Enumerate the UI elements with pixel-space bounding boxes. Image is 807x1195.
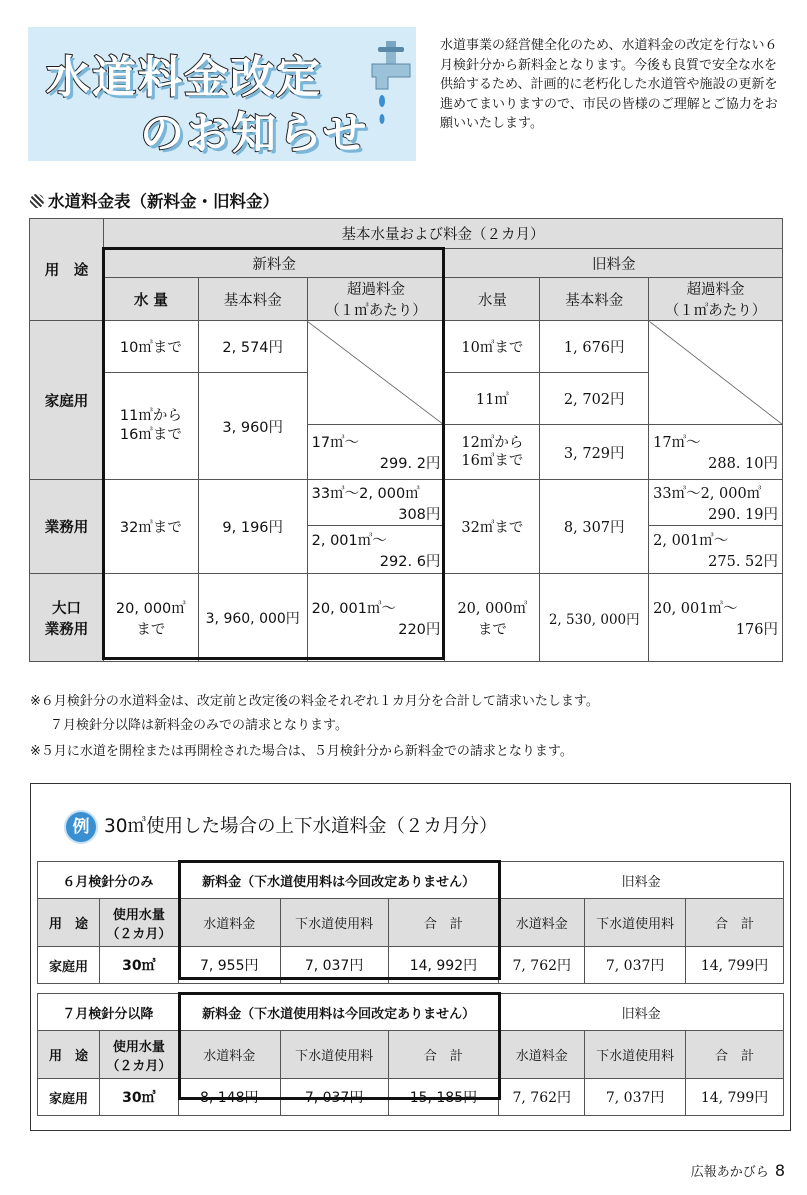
- june-label: ６月検針分のみ: [38, 862, 179, 899]
- header-base: 基本料金: [198, 278, 307, 321]
- bullet-icon: [30, 194, 44, 208]
- header-volume: 使用水量 （２カ月）: [99, 899, 178, 947]
- cell: 1, 676円: [540, 321, 649, 373]
- new-caption: 新料金（下水道使用料は今回改定ありません）: [178, 994, 499, 1031]
- banner-title-line2: のお知らせ: [140, 108, 369, 159]
- header-total-old: 合 計: [686, 1031, 784, 1079]
- cell: 11㎥から16㎥まで: [103, 373, 198, 480]
- header-sewer-old: 下水道使用料: [585, 899, 686, 947]
- header-use: 用 途: [38, 1031, 100, 1079]
- intro-text: 水道事業の経営健全化のため、水道料金の改定を行ない６月検針分から新料金となります。今後も良質で安全な水を供給するため、計画的に老朽化した水道管や施設の更新を進めてまいりますので、市民の皆様のご理解とご協力をお願いいたします。: [440, 38, 778, 131]
- cell: 2, 574円: [198, 321, 307, 373]
- july-label: ７月検針分以降: [38, 994, 179, 1031]
- cell: 7, 037円: [585, 947, 686, 984]
- cell: 7, 762円: [499, 1079, 585, 1116]
- header-water: 水道料金: [178, 899, 280, 947]
- cell: 2, 001㎥～ 292. 6円: [307, 526, 445, 574]
- june-example-table: [37, 861, 784, 984]
- header-excess-old: 超過料金 （１㎥あたり）: [649, 278, 783, 321]
- july-example-table: [37, 993, 784, 1116]
- header-water: 水道料金: [178, 1031, 280, 1079]
- header-total: 合 計: [388, 1031, 499, 1079]
- use-large-business: 大口 業務用: [30, 574, 104, 662]
- cell: 8, 307円: [540, 480, 649, 574]
- cell: 14, 799円: [686, 947, 784, 984]
- cell: 30㎥: [99, 947, 178, 984]
- rate-table: [29, 218, 783, 662]
- cell: 9, 196円: [198, 480, 307, 574]
- header-water-old: 水道料金: [499, 1031, 585, 1079]
- header-sewer-old: 下水道使用料: [585, 1031, 686, 1079]
- header-total: 合 計: [388, 899, 499, 947]
- note-2: ※５月に水道を開栓または再開栓された場合は、５月検針分から新料金での請求となります。: [30, 744, 573, 759]
- use-business: 業務用: [30, 480, 104, 574]
- header-total-old: 合 計: [686, 899, 784, 947]
- old-caption: 旧料金: [499, 862, 784, 899]
- new-rate-header: 新料金: [103, 249, 445, 278]
- header-excess: 超過料金 （１㎥あたり）: [307, 278, 445, 321]
- cell: 10㎥まで: [445, 321, 540, 373]
- cell: 3, 960円: [198, 373, 307, 480]
- cell: 20, 001㎥～ 220円: [307, 574, 445, 662]
- cell: 33㎥～2, 000㎥ 308円: [307, 480, 445, 526]
- cell: 2, 001㎥～ 275. 52円: [649, 526, 783, 574]
- cell: 10㎥まで: [103, 321, 198, 373]
- col-use-header: 用 途: [30, 219, 104, 321]
- cell: 14, 992円: [388, 947, 499, 984]
- cell: 3, 960, 000円: [198, 574, 307, 662]
- cell: 32㎥まで: [445, 480, 540, 574]
- cell: 7, 762円: [499, 947, 585, 984]
- cell: 7, 037円: [585, 1079, 686, 1116]
- cell: 家庭用: [38, 947, 100, 984]
- title-banner: [28, 27, 416, 161]
- diagonal-cell: [649, 321, 783, 425]
- header-amount-old: 水量: [445, 278, 540, 321]
- cell: 3, 729円: [540, 425, 649, 480]
- header-base-old: 基本料金: [540, 278, 649, 321]
- cell: 20, 000㎥ まで: [103, 574, 198, 662]
- cell: 2, 530, 000円: [540, 574, 649, 662]
- cell: 32㎥まで: [103, 480, 198, 574]
- old-rate-header: 旧料金: [445, 249, 783, 278]
- cell: 家庭用: [38, 1079, 100, 1116]
- header-volume: 使用水量 （２カ月）: [99, 1031, 178, 1079]
- cell: 20, 000㎥ まで: [445, 574, 540, 662]
- cell: 15, 185円: [388, 1079, 499, 1116]
- header-use: 用 途: [38, 899, 100, 947]
- cell: 20, 001㎥～ 176円: [649, 574, 783, 662]
- cell: 7, 037円: [280, 1079, 388, 1116]
- header-amount: 水 量: [103, 278, 198, 321]
- example-title: 例 30㎥使用した場合の上下水道料金（２カ月分）: [64, 810, 498, 844]
- cell: 17㎥～ 288. 10円: [649, 425, 783, 480]
- old-caption: 旧料金: [499, 994, 784, 1031]
- rate-table-title: 水道料金表（新料金・旧料金）: [30, 188, 279, 212]
- cell: 33㎥～2, 000㎥ 290. 19円: [649, 480, 783, 526]
- cell: 8, 148円: [178, 1079, 280, 1116]
- banner-title-line1: 水道料金改定: [46, 52, 322, 103]
- cell: 2, 702円: [540, 373, 649, 425]
- note-1: ※６月検針分の水道料金は、改定前と改定後の料金それぞれ１カ月分を合計して請求いたします。 ７月検針分以降は新料金のみでの請求となります。: [30, 694, 599, 733]
- header-sewer: 下水道使用料: [280, 899, 388, 947]
- cell: 17㎥～ 299. 2円: [307, 425, 445, 480]
- col-group-header: 基本水量および料金（２カ月）: [103, 219, 782, 249]
- use-home: 家庭用: [30, 321, 104, 480]
- faucet-icon: [368, 39, 414, 129]
- footer: 広報あかびら 8: [690, 1161, 785, 1180]
- new-caption: 新料金（下水道使用料は今回改定ありません）: [178, 862, 499, 899]
- cell: 11㎥: [445, 373, 540, 425]
- header-sewer: 下水道使用料: [280, 1031, 388, 1079]
- cell: 12㎥から16㎥まで: [445, 425, 540, 480]
- diagonal-cell: [307, 321, 445, 425]
- cell: 7, 037円: [280, 947, 388, 984]
- example-badge: 例: [64, 810, 98, 844]
- cell: 30㎥: [99, 1079, 178, 1116]
- header-water-old: 水道料金: [499, 899, 585, 947]
- cell: 14, 799円: [686, 1079, 784, 1116]
- cell: 7, 955円: [178, 947, 280, 984]
